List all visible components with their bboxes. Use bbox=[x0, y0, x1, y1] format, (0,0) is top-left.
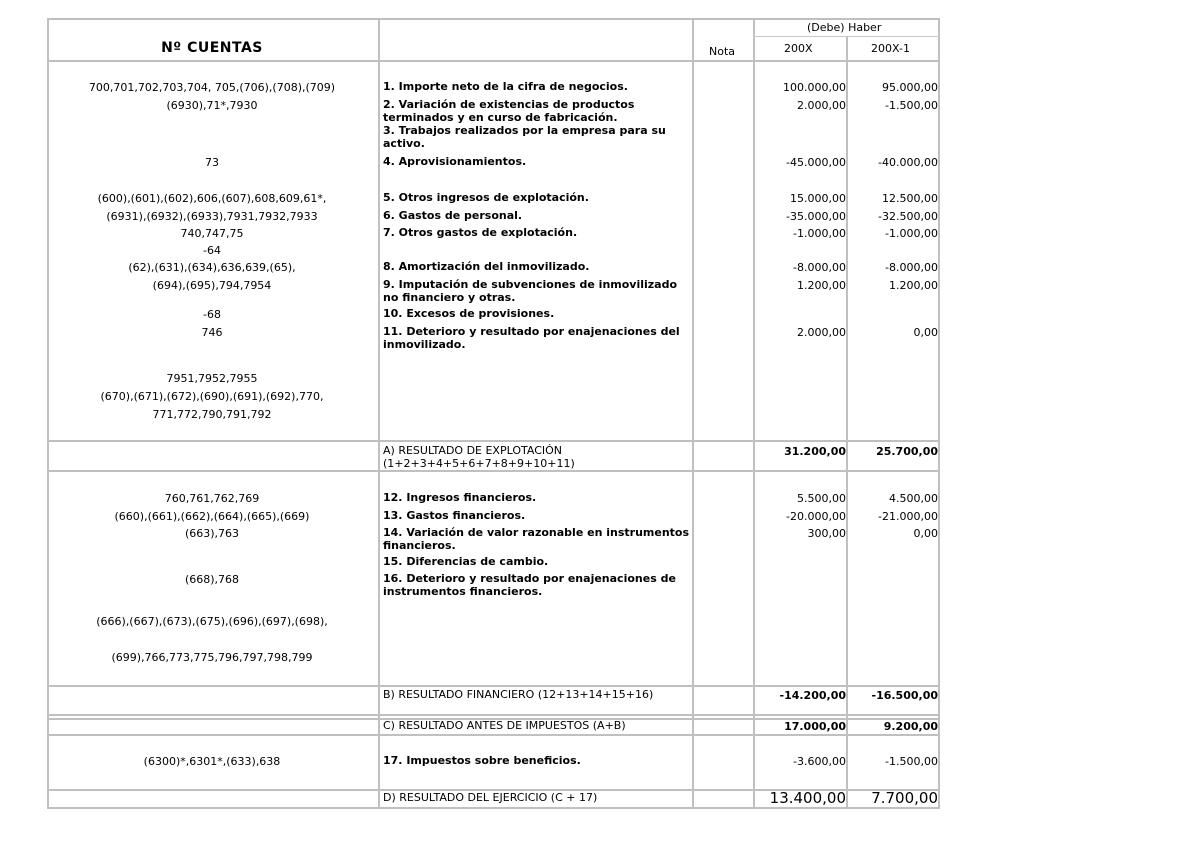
concept-cell: 4. Aprovisionamientos. bbox=[383, 155, 527, 168]
accounts-cell: (600),(601),(602),606,(607),608,609,61*, bbox=[97, 192, 327, 205]
accounts-cell: 73 bbox=[205, 156, 219, 169]
concept-cell: 8. Amortización del inmovilizado. bbox=[383, 260, 590, 273]
accounts-cell: (660),(661),(662),(664),(665),(669) bbox=[114, 510, 310, 523]
result-a-label: A) RESULTADO DE EXPLOTACIÓN (1+2+3+4+5+6+7+8+9+10+11) bbox=[383, 444, 575, 470]
concept-cell: 17. Impuestos sobre beneficios. bbox=[383, 754, 581, 767]
concept-cell: 16. Deterioro y resultado por enajenaciones de instrumentos financieros. bbox=[383, 572, 676, 598]
result-a-current: 31.200,00 bbox=[784, 445, 846, 458]
value-current: 2.000,00 bbox=[797, 326, 846, 339]
row-divider bbox=[753, 36, 940, 37]
row-divider bbox=[47, 685, 940, 687]
value-previous: 95.000,00 bbox=[882, 81, 938, 94]
value-current: -1.000,00 bbox=[793, 227, 846, 240]
row-divider bbox=[47, 714, 940, 716]
debe-haber-header: (Debe) Haber bbox=[807, 21, 882, 34]
accounts-cell: (668),768 bbox=[184, 573, 240, 586]
accounts-header: Nº CUENTAS bbox=[161, 40, 263, 56]
concept-cell: 13. Gastos financieros. bbox=[383, 509, 526, 522]
value-previous: 0,00 bbox=[913, 527, 938, 540]
accounts-cell: 700,701,702,703,704, 705,(706),(708),(709) bbox=[88, 81, 336, 94]
accounts-cell: (699),766,773,775,796,797,798,799 bbox=[111, 651, 313, 664]
result-d-label: D) RESULTADO DEL EJERCICIO (C + 17) bbox=[383, 791, 598, 804]
value-previous: 4.500,00 bbox=[889, 492, 938, 505]
accounts-cell: 740,747,75 bbox=[180, 227, 244, 240]
accounts-cell: -68 bbox=[203, 308, 221, 321]
value-previous: 1.200,00 bbox=[889, 279, 938, 292]
result-b-label: B) RESULTADO FINANCIERO (12+13+14+15+16) bbox=[383, 688, 654, 701]
value-previous: 0,00 bbox=[913, 326, 938, 339]
table-border-top bbox=[47, 18, 940, 20]
value-current: 100.000,00 bbox=[783, 81, 846, 94]
header-bottom-line bbox=[47, 60, 940, 62]
value-current: 5.500,00 bbox=[797, 492, 846, 505]
income-statement-table bbox=[47, 18, 940, 809]
value-current: -3.600,00 bbox=[793, 755, 846, 768]
result-a-previous: 25.700,00 bbox=[876, 445, 938, 458]
accounts-cell: 7951,7952,7955 bbox=[166, 372, 258, 385]
column-divider bbox=[753, 18, 755, 809]
value-current: -20.000,00 bbox=[786, 510, 846, 523]
concept-cell: 11. Deterioro y resultado por enajenaciones del inmovilizado. bbox=[383, 325, 680, 351]
accounts-cell: (694),(695),794,7954 bbox=[152, 279, 272, 292]
concept-cell: 7. Otros gastos de explotación. bbox=[383, 226, 578, 239]
concept-cell: 10. Excesos de provisiones. bbox=[383, 307, 555, 320]
result-c-previous: 9.200,00 bbox=[883, 720, 938, 733]
value-current: 1.200,00 bbox=[797, 279, 846, 292]
accounts-cell: (670),(671),(672),(690),(691),(692),770, bbox=[100, 390, 324, 403]
concept-cell: 14. Variación de valor razonable en instrumentos financieros. bbox=[383, 526, 690, 552]
row-divider bbox=[47, 440, 940, 442]
value-previous: -1.000,00 bbox=[885, 227, 938, 240]
accounts-cell: (6931),(6932),(6933),7931,7932,7933 bbox=[106, 210, 318, 223]
table-border-right bbox=[938, 18, 940, 809]
row-divider bbox=[47, 470, 940, 472]
concept-cell: 1. Importe neto de la cifra de negocios. bbox=[383, 80, 628, 93]
concept-cell: 2. Variación de existencias de productos terminados y en curso de fabricación. bbox=[383, 98, 635, 124]
value-previous: -1.500,00 bbox=[885, 99, 938, 112]
column-divider bbox=[378, 18, 380, 809]
concept-cell: 3. Trabajos realizados por la empresa para su activo. bbox=[383, 124, 666, 150]
value-current: -35.000,00 bbox=[786, 210, 846, 223]
accounts-cell: 746 bbox=[201, 326, 223, 339]
accounts-cell: 771,772,790,791,792 bbox=[152, 408, 272, 421]
table-border-bottom bbox=[47, 807, 940, 809]
value-previous: -8.000,00 bbox=[885, 261, 938, 274]
value-previous: 12.500,00 bbox=[882, 192, 938, 205]
accounts-cell: (666),(667),(673),(675),(696),(697),(698), bbox=[96, 615, 328, 628]
year-current-header: 200X bbox=[784, 42, 813, 55]
result-d-current: 13.400,00 bbox=[769, 789, 846, 807]
accounts-cell: 760,761,762,769 bbox=[164, 492, 260, 505]
nota-header: Nota bbox=[709, 45, 736, 58]
concept-cell: 9. Imputación de subvenciones de inmovilizado no financiero y otras. bbox=[383, 278, 678, 304]
value-current: 15.000,00 bbox=[790, 192, 846, 205]
concept-cell: 6. Gastos de personal. bbox=[383, 209, 523, 222]
accounts-cell: (62),(631),(634),636,639,(65), bbox=[128, 261, 296, 274]
value-current: -45.000,00 bbox=[786, 156, 846, 169]
result-d-previous: 7.700,00 bbox=[871, 789, 938, 807]
value-current: 300,00 bbox=[807, 527, 846, 540]
concept-cell: 12. Ingresos financieros. bbox=[383, 491, 537, 504]
accounts-cell: (6300)*,6301*,(633),638 bbox=[143, 755, 281, 768]
accounts-cell: (6930),71*,7930 bbox=[166, 99, 258, 112]
result-b-previous: -16.500,00 bbox=[871, 689, 938, 702]
result-c-label: C) RESULTADO ANTES DE IMPUESTOS (A+B) bbox=[383, 719, 626, 732]
result-c-current: 17.000,00 bbox=[784, 720, 846, 733]
value-previous: -21.000,00 bbox=[878, 510, 938, 523]
year-previous-header: 200X-1 bbox=[871, 42, 910, 55]
value-current: 2.000,00 bbox=[797, 99, 846, 112]
value-previous: -40.000,00 bbox=[878, 156, 938, 169]
value-previous: -1.500,00 bbox=[885, 755, 938, 768]
value-previous: -32.500,00 bbox=[878, 210, 938, 223]
row-divider bbox=[47, 734, 940, 736]
accounts-cell: (663),763 bbox=[184, 527, 240, 540]
concept-cell: 5. Otros ingresos de explotación. bbox=[383, 191, 589, 204]
result-b-current: -14.200,00 bbox=[779, 689, 846, 702]
value-current: -8.000,00 bbox=[793, 261, 846, 274]
concept-cell: 15. Diferencias de cambio. bbox=[383, 555, 549, 568]
accounts-cell: -64 bbox=[203, 244, 221, 257]
